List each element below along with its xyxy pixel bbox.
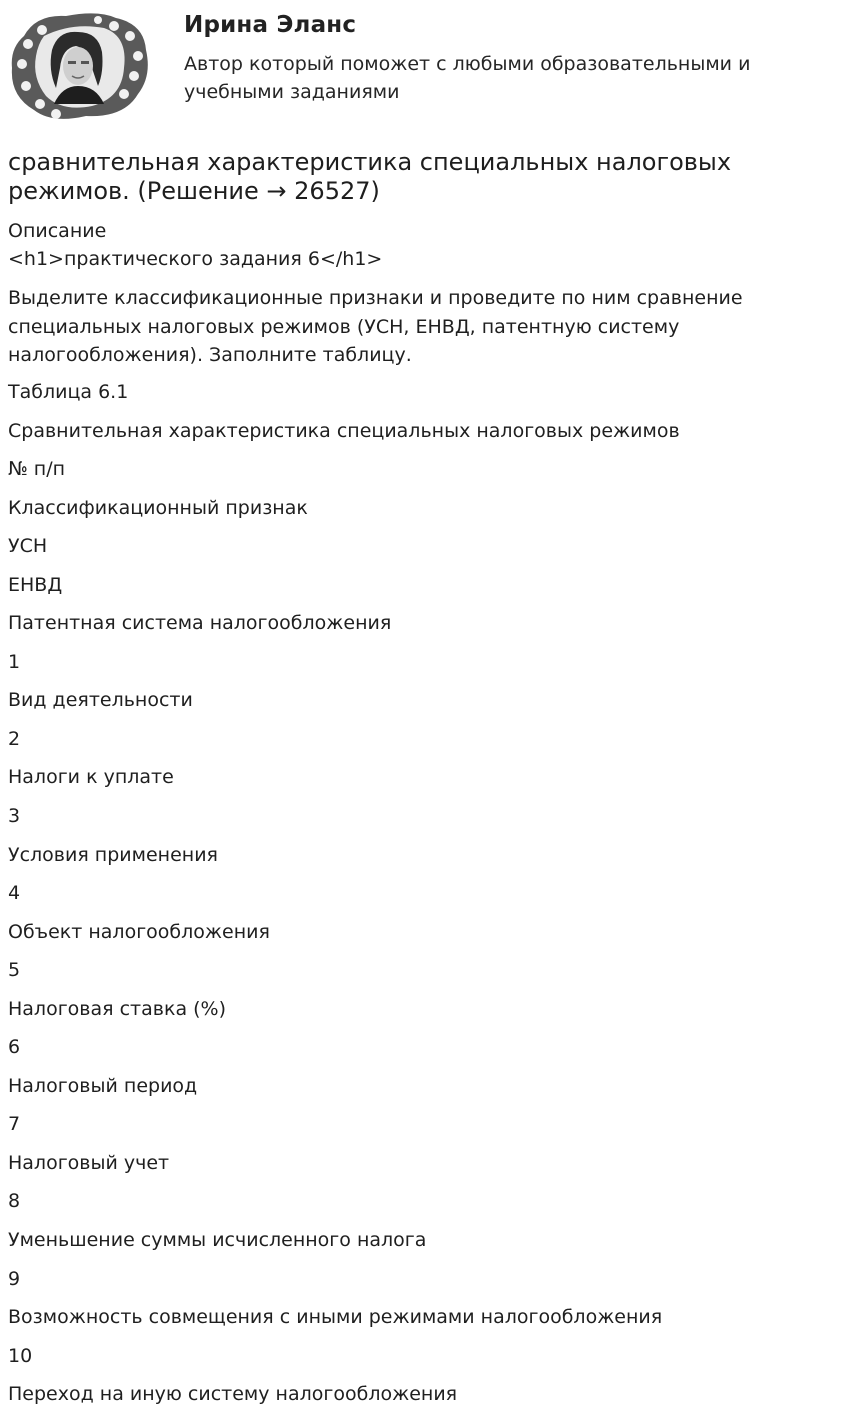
author-avatar [6,6,152,126]
header-usn: УСН [8,535,48,558]
row-criterion: Возможность совмещения с иными режимами налогообложения [8,1306,663,1329]
header-number: № п/п [8,458,66,481]
row-criterion: Условия применения [8,843,218,866]
row-criterion: Уменьшение суммы исчисленного налога [8,1229,427,1252]
row-number: 1 [8,650,21,673]
task-heading: <h1>практического задания 6</h1> [8,248,383,270]
row-number: 10 [8,1344,33,1367]
row-number: 6 [8,1036,21,1059]
page-title: сравнительная характеристика специальных налоговых режимов. (Решение → 26527) [8,148,732,205]
author-card [0,0,847,140]
header-patent: Патентная система налогообложения [8,612,392,635]
row-number: 9 [8,1267,21,1290]
row-criterion: Налоги к уплате [8,766,174,789]
task-text: Выделите классификационные признаки и проведите по ним сравнение специальных налоговых режимов (УСН, ЕНВД, патентную систему налогообложения). Заполните таблицу. [8,287,743,366]
author-name[interactable]: Ирина Эланс [184,12,357,38]
header-envd: ЕНВД [8,573,63,596]
row-criterion: Налоговая ставка (%) [8,997,227,1020]
row-criterion: Вид деятельности [8,689,193,712]
row-criterion: Налоговый учет [8,1151,170,1174]
header-criterion: Классификационный признак [8,496,308,519]
row-number: 8 [8,1190,21,1213]
row-criterion: Налоговый период [8,1074,198,1097]
row-number: 7 [8,1113,21,1136]
description-label: Описание [8,220,107,242]
row-number: 3 [8,805,21,828]
table-caption: Сравнительная характеристика специальных налоговых режимов [8,419,680,442]
row-criterion: Объект налогообложения [8,920,270,943]
table-number: Таблица 6.1 [8,381,129,403]
author-description: Автор который поможет с любыми образовательными и учебными заданиями [184,53,751,103]
row-number: 2 [8,727,21,750]
table-content [8,378,838,1419]
row-criterion: Переход на иную систему налогообложения [8,1383,458,1406]
row-number: 5 [8,959,21,982]
row-number: 4 [8,882,21,905]
